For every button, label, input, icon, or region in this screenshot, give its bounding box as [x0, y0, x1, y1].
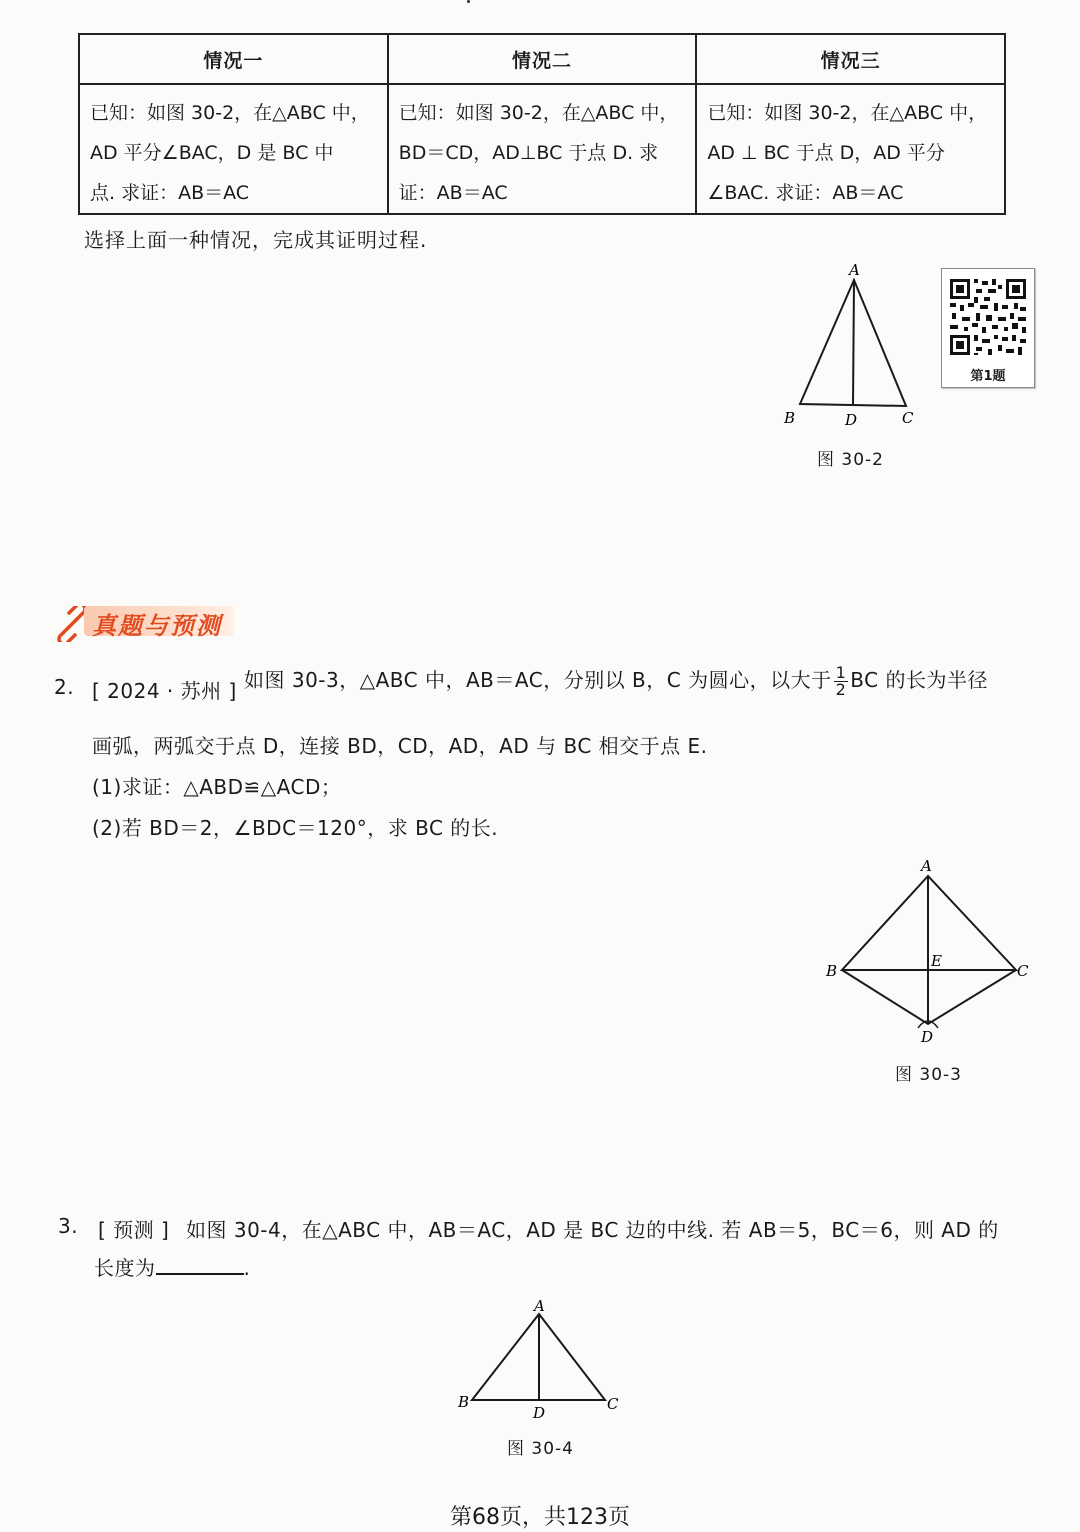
figure-30-3 [820, 852, 1040, 1052]
figure-30-2-caption: 图 30-2 [817, 450, 884, 470]
segment-ad [853, 280, 854, 405]
point-b-label-30-4: B [458, 1393, 470, 1411]
case-3-line-1: 已知：如图 30-2，在△ABC 中， [707, 102, 988, 124]
point-a-label-30-4: A [534, 1297, 545, 1315]
q3-line-2 [94, 1252, 250, 1281]
section-header [54, 600, 239, 642]
instruction-text: 选择上面一种情况，完成其证明过程. [84, 228, 428, 252]
q2-part-1: (1)求证：△ABD≌△ACD； [92, 775, 342, 799]
q2-part-2: (2)若 BD＝2，∠BDC＝120°，求 BC 的长. [92, 816, 499, 840]
q2-number: 2. [54, 675, 75, 699]
fraction-denominator: 2 [835, 680, 847, 699]
answer-blank[interactable] [156, 1255, 244, 1275]
point-c-label-30-3: C [1017, 962, 1029, 980]
cases-table [78, 33, 1006, 215]
q3-source: [ 预测 ] [98, 1218, 170, 1242]
case-3-line-2: AD ⊥ BC 于点 D，AD 平分 [707, 142, 945, 164]
q3-line-2-a: 长度为 [94, 1256, 156, 1280]
fraction-one-half [834, 665, 849, 698]
point-c-label: C [902, 409, 914, 427]
fraction-numerator: 1 [835, 663, 847, 682]
q3-line-1: 如图 30-4，在△ABC 中，AB＝AC，AD 是 BC 边的中线. 若 AB＝5，BC＝6，则 AD 的 [186, 1218, 999, 1242]
figure-30-4-caption: 图 30-4 [507, 1439, 574, 1459]
point-b-label: B [784, 409, 796, 427]
q2-line-1-a: 如图 30-3，△ABC 中，AB＝AC，分别以 B，C 为圆心，以大于 [244, 668, 832, 692]
qr-code-card[interactable] [941, 268, 1035, 388]
figure-30-4 [452, 1296, 632, 1426]
point-a-label: A [849, 261, 860, 279]
point-d-label-30-3: D [921, 1028, 934, 1046]
case-cell-3 [696, 84, 1005, 214]
qr-label: 第1题 [970, 369, 1006, 384]
case-2-line-1: 已知：如图 30-2，在△ABC 中， [398, 102, 679, 124]
figure-30-3-caption: 图 30-3 [895, 1065, 962, 1085]
point-e-label-30-3: E [931, 952, 942, 970]
case-2-line-3: 证：AB＝AC [398, 182, 508, 204]
point-c-label-30-4: C [607, 1395, 619, 1413]
q2-line-1 [244, 664, 988, 698]
q3-line-2-b: . [243, 1256, 251, 1280]
page-footer: 第68页，共123页 [450, 1505, 630, 1530]
case-cell-1 [79, 84, 388, 214]
q2-line-1-b: BC 的长为半径 [850, 668, 988, 692]
case-cell-2 [388, 84, 697, 214]
q3-number: 3. [58, 1214, 79, 1238]
case-3-line-3: ∠BAC. 求证：AB＝AC [707, 182, 904, 204]
point-d-label-30-4: D [533, 1404, 546, 1422]
case-2-line-2: BD＝CD，AD⊥BC 于点 D. 求 [398, 142, 659, 164]
point-b-label-30-3: B [826, 962, 838, 980]
point-d-label: D [845, 411, 858, 429]
case-header-2: 情况二 [388, 34, 697, 84]
qr-code-icon [948, 277, 1028, 357]
case-1-line-1: 已知：如图 30-2，在△ABC 中， [90, 102, 370, 124]
case-header-1: 情况一 [79, 34, 388, 84]
scan-dot [467, 0, 470, 3]
q2-line-2: 画弧，两弧交于点 D，连接 BD，CD，AD，AD 与 BC 相交于点 E. [92, 734, 708, 758]
point-a-label-30-3: A [921, 857, 932, 875]
case-1-line-3: 点. 求证：AB＝AC [90, 182, 250, 204]
case-header-3: 情况三 [696, 34, 1005, 84]
q2-source: [ 2024 · 苏州 ] [92, 679, 237, 703]
section-title: 真题与预测 [92, 612, 222, 640]
figure-30-2 [770, 258, 930, 438]
case-1-line-2: AD 平分∠BAC，D 是 BC 中 [90, 142, 334, 164]
